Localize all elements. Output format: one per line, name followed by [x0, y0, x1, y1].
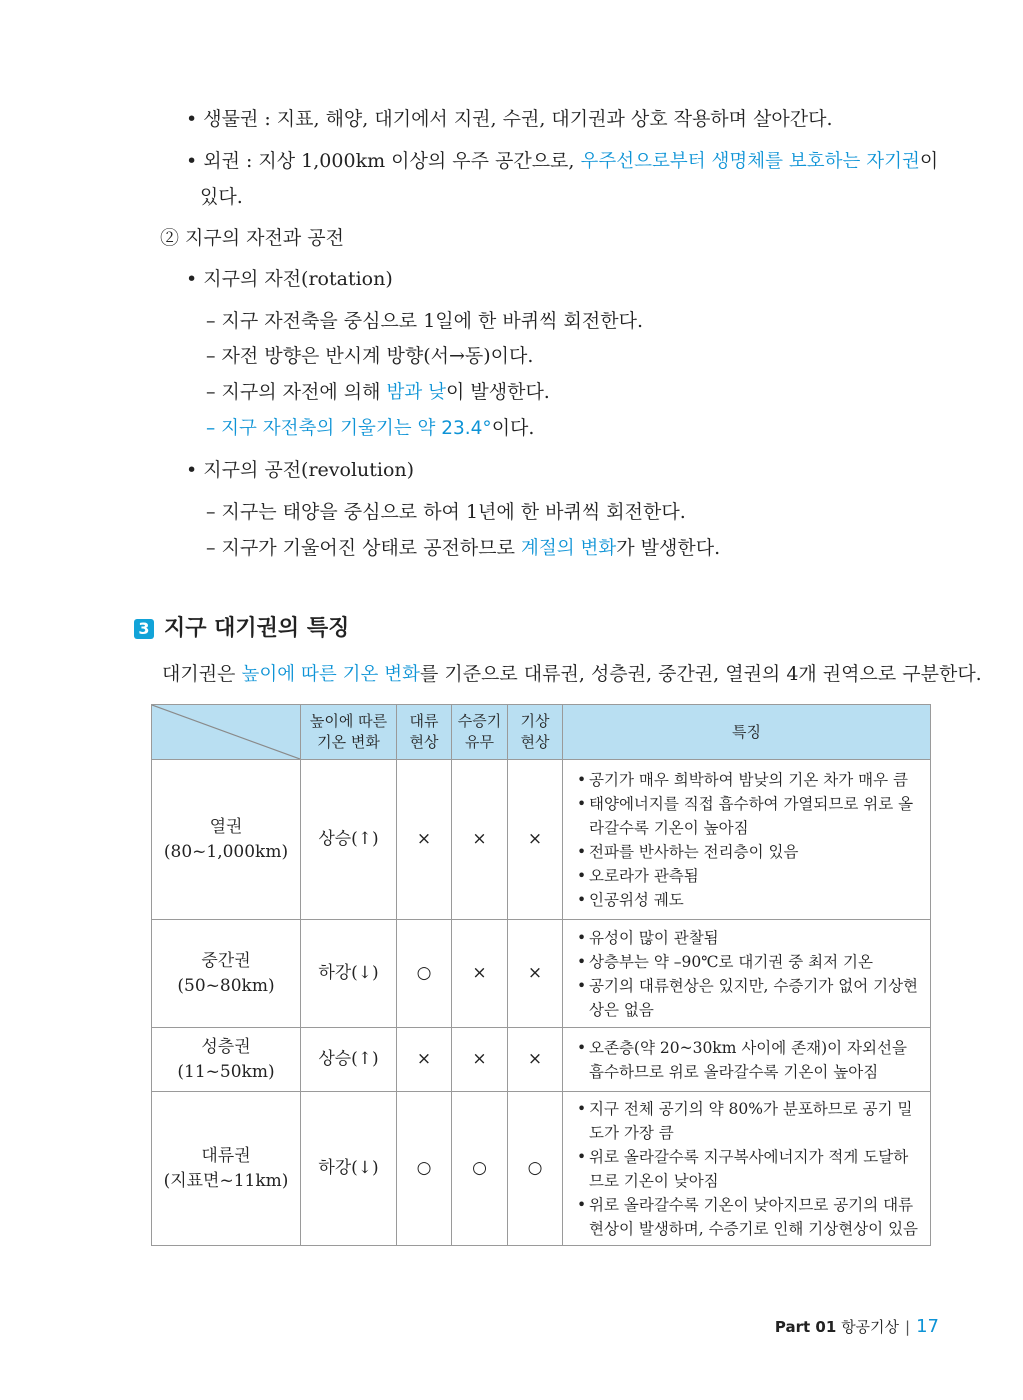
convection-cell: × [397, 1028, 452, 1092]
features-list [577, 926, 922, 1022]
layer-cell [152, 1028, 301, 1092]
list-item: • 인공위성 궤도 [577, 888, 922, 912]
header-line: 기온 변화 [317, 733, 380, 751]
features-list [577, 1097, 922, 1241]
convection-cell: × [397, 760, 452, 920]
header-weather [508, 705, 563, 760]
vapor-cell: × [452, 760, 508, 920]
weather-cell: × [508, 760, 563, 920]
table-row [152, 1028, 931, 1092]
convection-cell: ○ [397, 1092, 452, 1246]
features-list [577, 768, 922, 912]
temp-cell: 하강(↓) [301, 920, 397, 1028]
features-cell [563, 760, 931, 920]
section-intro [162, 661, 982, 688]
layer-name: 중간권 [201, 950, 251, 971]
highlight-text: 계절의 변화 [521, 538, 617, 559]
bullet-revolution: • 지구의 공전(revolution) [186, 459, 415, 481]
convection-cell: ○ [397, 920, 452, 1028]
vapor-cell: × [452, 920, 508, 1028]
list-item: • 공기의 대류현상은 있지만, 수증기가 없어 기상현상은 없음 [577, 974, 922, 1022]
bullet-rotation: • 지구의 자전(rotation) [186, 268, 393, 290]
features-cell [563, 920, 931, 1028]
text: 대기권은 [162, 663, 242, 685]
list-item: • 상층부는 약 –90℃로 대기권 중 최저 기온 [577, 950, 922, 974]
table-row [152, 1092, 931, 1246]
header-line: 높이에 따른 [309, 712, 388, 730]
highlight-text: 지구 자전축의 기울기는 약 23.4° [221, 418, 492, 439]
page-number: 17 [916, 1316, 939, 1337]
layer-range: (11~50km) [177, 1061, 275, 1082]
text: – 지구가 기울어진 상태로 공전하므로 [206, 537, 522, 559]
list-item: • 지구 전체 공기의 약 80%가 분포하므로 공기 밀도가 가장 큼 [577, 1097, 922, 1145]
layer-range: (지표면~11km) [163, 1170, 289, 1191]
header-line: 현상 [409, 733, 439, 751]
list-item: • 전파를 반사하는 전리층이 있음 [577, 840, 922, 864]
table-row [152, 920, 931, 1028]
highlight-text: 우주선으로부터 생명체를 보호하는 자기권 [580, 151, 920, 172]
footer-part: Part 01 [774, 1318, 837, 1336]
layer-name: 열권 [209, 816, 243, 837]
header-temp [301, 705, 397, 760]
footer-chapter: 항공기상 [841, 1318, 900, 1336]
header-line: 기상 [520, 712, 550, 730]
layer-cell [152, 760, 301, 920]
section-heading [134, 614, 349, 644]
subheading-rotation-revolution: ② 지구의 자전과 공전 [160, 227, 344, 249]
bullet-exosphere [186, 148, 938, 175]
weather-cell: × [508, 920, 563, 1028]
list-item: • 태양에너지를 직접 흡수하여 가열되므로 위로 올라갈수록 기온이 높아짐 [577, 792, 922, 840]
text: – [206, 418, 222, 439]
vapor-cell: × [452, 1028, 508, 1092]
text: 가 발생한다. [616, 537, 721, 559]
header-vapor [452, 705, 508, 760]
dash-item [206, 379, 550, 406]
list-item: • 공기가 매우 희박하여 밤낮의 기온 차가 매우 큼 [577, 768, 922, 792]
weather-cell: × [508, 1028, 563, 1092]
highlight-text: 밤과 낮 [386, 382, 446, 403]
text: 를 기준으로 대류권, 성층권, 중간권, 열권의 4개 권역으로 구분한다. [419, 663, 982, 685]
header-line: 유무 [465, 733, 494, 751]
list-item: • 유성이 많이 관찰됨 [577, 926, 922, 950]
page-footer [775, 1316, 939, 1338]
temp-cell: 상승(↑) [301, 1028, 397, 1092]
layer-cell [152, 920, 301, 1028]
table-header-row [152, 705, 931, 760]
section-number-badge: 3 [134, 619, 154, 639]
list-item: • 오로라가 관측됨 [577, 864, 922, 888]
highlight-text: 높이에 따른 기온 변화 [241, 664, 420, 685]
layer-name: 성층권 [201, 1036, 251, 1057]
header-features: 특징 [563, 705, 931, 760]
dash-item [206, 415, 534, 442]
bullet-exosphere-cont: 있다. [200, 186, 243, 208]
header-line: 대류 [409, 712, 439, 730]
text: • 외권 : 지상 1,000km 이상의 우주 공간으로, [186, 150, 581, 172]
features-cell [563, 1028, 931, 1092]
text: 이 [919, 150, 939, 172]
temp-cell: 하강(↓) [301, 1092, 397, 1246]
features-cell [563, 1092, 931, 1246]
header-convection [397, 705, 452, 760]
table-row [152, 760, 931, 920]
layer-cell [152, 1092, 301, 1246]
text: 이 발생한다. [446, 381, 550, 403]
features-list [577, 1036, 922, 1084]
header-line: 현상 [520, 733, 550, 751]
diagonal-line-icon [152, 705, 300, 759]
dash-item: – 지구는 태양을 중심으로 하여 1년에 한 바퀴씩 회전한다. [206, 501, 686, 523]
footer-separator: | [905, 1318, 911, 1336]
weather-cell: ○ [508, 1092, 563, 1246]
list-item: • 오존층(약 20~30km 사이에 존재)이 자외선을 흡수하므로 위로 올라갈수록 기온이 높아짐 [577, 1036, 922, 1084]
text: – 지구의 자전에 의해 [206, 381, 387, 403]
corner-cell [152, 705, 301, 760]
bullet-biosphere: • 생물권 : 지표, 해양, 대기에서 지권, 수권, 대기권과 상호 작용하며 살아간다. [186, 108, 833, 130]
atmosphere-table [151, 704, 931, 1246]
vapor-cell: ○ [452, 1092, 508, 1246]
header-line: 수증기 [457, 712, 502, 730]
list-item: • 위로 올라갈수록 지구복사에너지가 적게 도달하므로 기온이 낮아짐 [577, 1145, 922, 1193]
list-item: • 위로 올라갈수록 기온이 낮아지므로 공기의 대류현상이 발생하며, 수증기로 인해 기상현상이 있음 [577, 1193, 922, 1241]
layer-range: (80~1,000km) [163, 841, 289, 862]
dash-item: – 지구 자전축을 중심으로 1일에 한 바퀴씩 회전한다. [206, 310, 643, 332]
layer-name: 대류권 [201, 1145, 251, 1166]
section-title: 지구 대기권의 특징 [164, 616, 350, 641]
temp-cell: 상승(↑) [301, 760, 397, 920]
dash-item: – 자전 방향은 반시계 방향(서→동)이다. [206, 345, 534, 367]
layer-range: (50~80km) [177, 975, 275, 996]
text: 이다. [491, 417, 535, 439]
dash-item [206, 535, 720, 562]
